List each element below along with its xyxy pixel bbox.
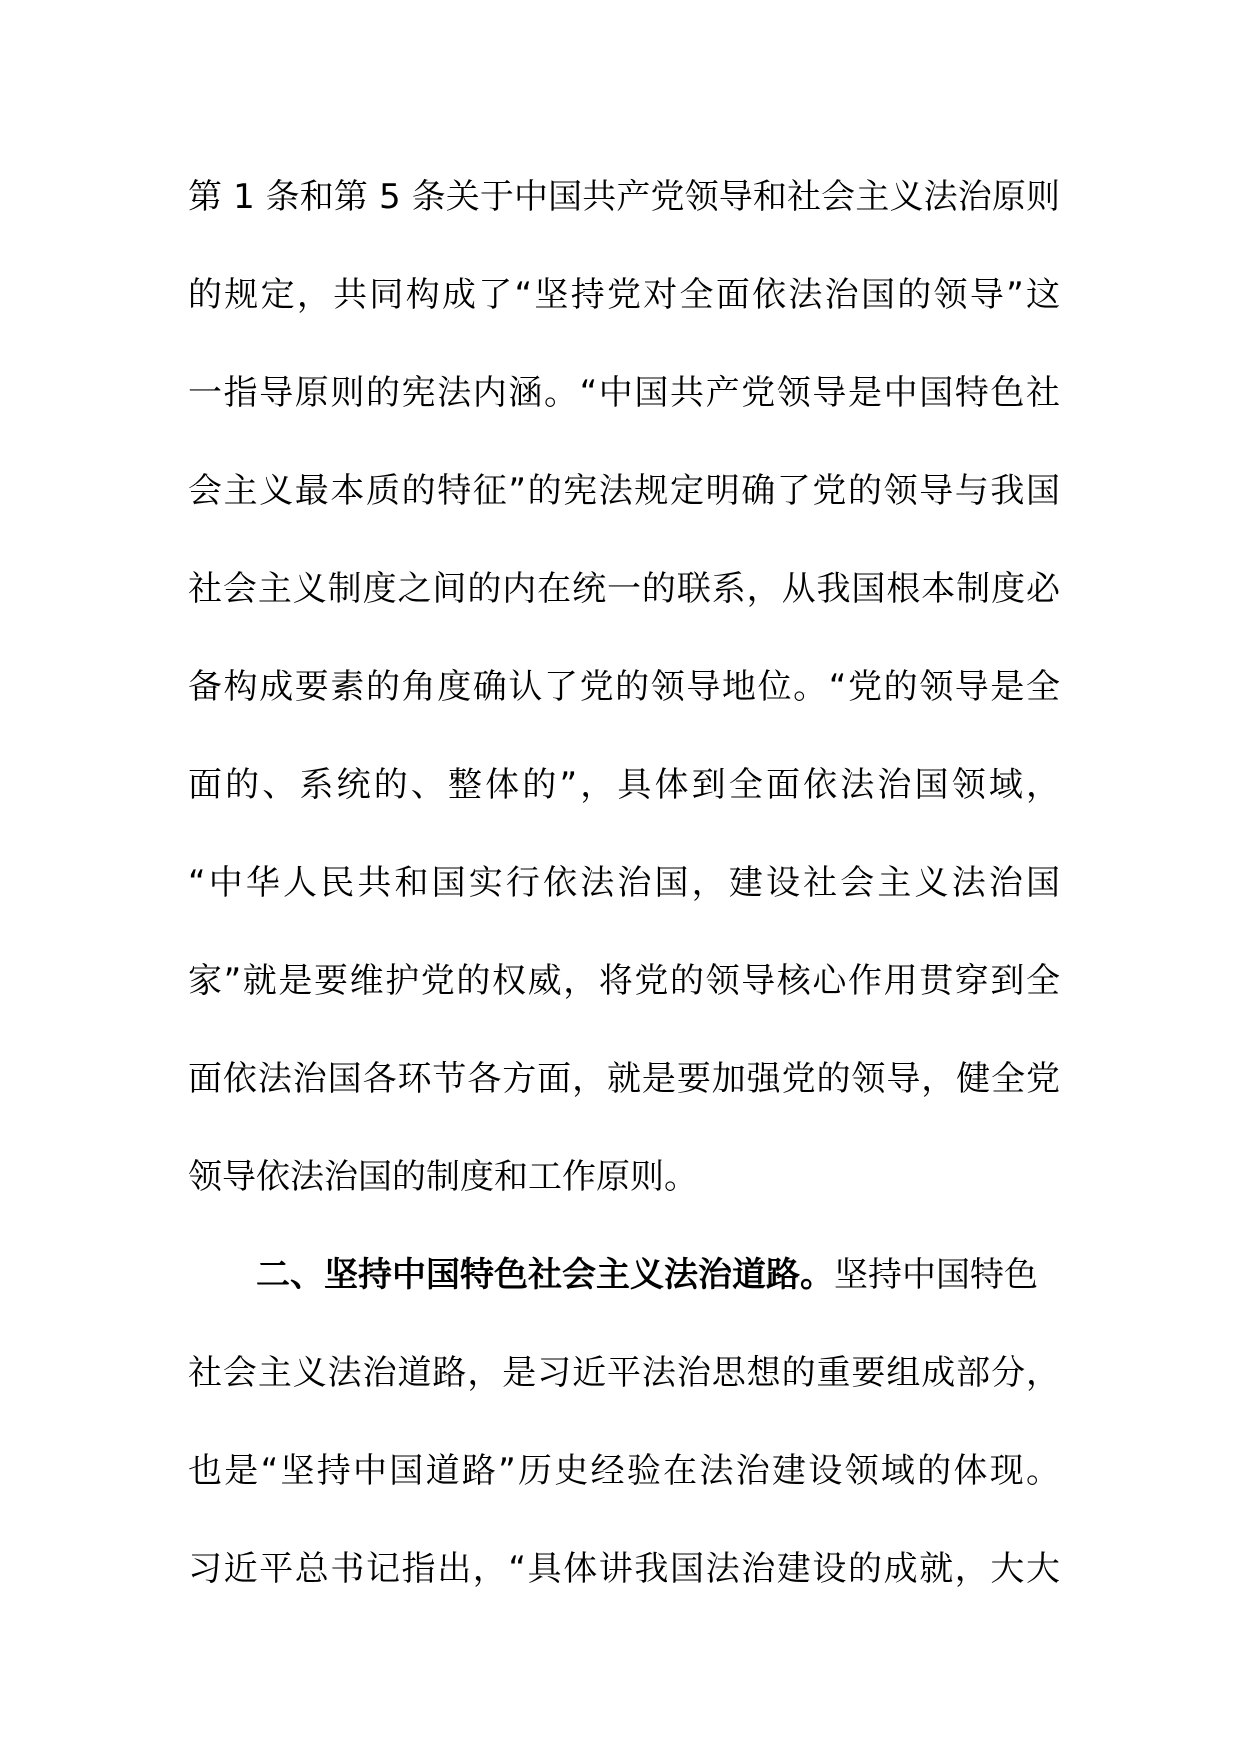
text-line: 会主义最本质的特征”的宪法规定明确了党的领导与我国	[188, 471, 1060, 511]
text-line: “中华人民共和国实行依法治国，建设社会主义法治国	[188, 863, 1060, 903]
text-line: 一指导原则的宪法内涵。“中国共产党领导是中国特色社	[188, 373, 1060, 413]
text-line: 社会主义法治道路，是习近平法治思想的重要组成部分，	[188, 1353, 1060, 1393]
section-text: 坚持中国特色	[834, 1255, 1038, 1295]
paragraph-1	[188, 165, 1060, 1243]
section-heading: 二、坚持中国特色社会主义法治道路。	[256, 1255, 834, 1295]
text-line: 也是“坚持中国道路”历史经验在法治建设领域的体现。	[188, 1451, 1060, 1491]
text-line: 习近平总书记指出，“具体讲我国法治建设的成就，大大	[188, 1549, 1060, 1589]
text-line-first	[188, 1243, 1060, 1341]
text-line: 面依法治国各环节各方面，就是要加强党的领导，健全党	[188, 1059, 1060, 1099]
paragraph-2	[188, 1243, 1060, 1635]
text-line: 家”就是要维护党的权威，将党的领导核心作用贯穿到全	[188, 961, 1060, 1001]
text-line: 第 1 条和第 5 条关于中国共产党领导和社会主义法治原则	[188, 177, 1060, 217]
text-line: 的规定，共同构成了“坚持党对全面依法治国的领导”这	[188, 275, 1060, 315]
text-line: 面的、系统的、整体的”，具体到全面依法治国领域，	[188, 765, 1060, 805]
text-line: 社会主义制度之间的内在统一的联系，从我国根本制度必	[188, 569, 1060, 609]
document-body	[188, 165, 1060, 1635]
text-line: 备构成要素的角度确认了党的领导地位。“党的领导是全	[188, 667, 1060, 707]
text-line: 领导依法治国的制度和工作原则。	[188, 1157, 698, 1197]
